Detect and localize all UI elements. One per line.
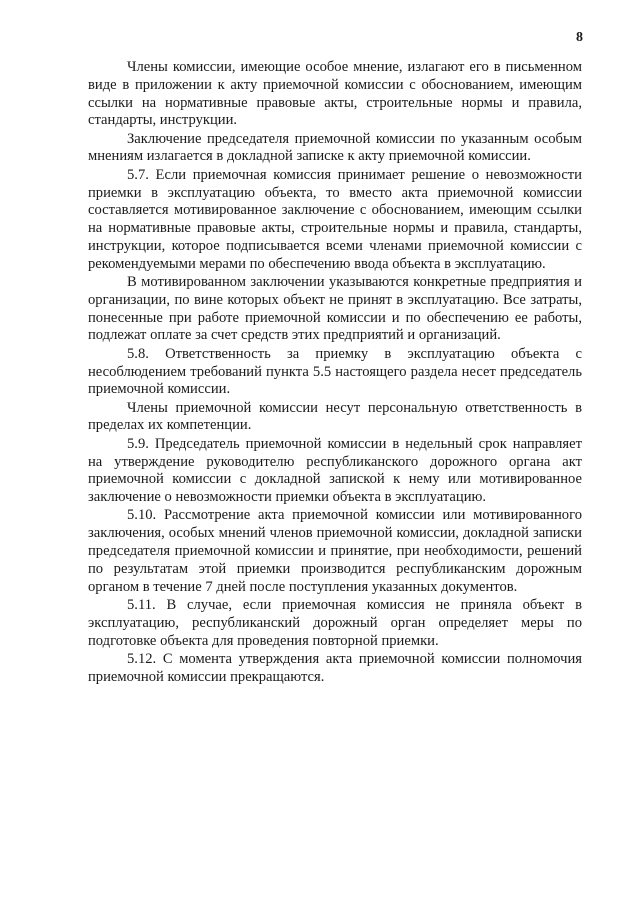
paragraph-personal-responsibility: Члены приемочной комиссии несут персональную ответственность в пределах их компетенции. bbox=[88, 399, 582, 434]
paragraph-motivated-conclusion: В мотивированном заключении указываются конкретные предприятия и организации, по вине которых объект не принят в эксплуатацию. Все затраты, понесенные при работе приемочной комиссии и по обеспечению ее работы, подлежат оплате за счет средств этих предприятий и организаций. bbox=[88, 274, 582, 344]
paragraph-dissenting-opinions: Члены комиссии, имеющие особое мнение, излагают его в письменном виде в приложении к акту приемочной комиссии с обоснованием, имеющим ссылки на нормативные правовые акты, строительные нормы и правила, стандарты, инструкции. bbox=[88, 59, 582, 129]
paragraph-5-9: 5.9. Председатель приемочной комиссии в недельный срок направляет на утверждение руководителю республиканского дорожного органа акт приемочной комиссии с докладной запиской к нему или мотивированное заключение о невозможности приемки объекта в эксплуатацию. bbox=[88, 435, 582, 506]
page-number: 8 bbox=[576, 30, 583, 45]
paragraph-5-11: 5.11. В случае, если приемочная комиссия не приняла объект в эксплуатацию, республиканский дорожный орган определяет меры по подготовке объекта для проведения повторной приемки. bbox=[88, 596, 582, 649]
paragraph-5-10: 5.10. Рассмотрение акта приемочной комиссии или мотивированного заключения, особых мнений членов приемочной комиссии, докладной записки председателя приемочной комиссии и принятие, при необходимости, решений по результатам этой приемки производится республиканским дорожным органом в течение 7 дней после поступления указанных документов. bbox=[88, 507, 582, 595]
paragraph-5-12: 5.12. С момента утверждения акта приемочной комиссии полномочия приемочной комиссии прекращаются. bbox=[88, 650, 582, 685]
document-body bbox=[88, 59, 582, 686]
paragraph-5-8: 5.8. Ответственность за приемку в эксплуатацию объекта с несоблюдением требований пункта 5.5 настоящего раздела несет председатель приемочной комиссии. bbox=[88, 345, 582, 398]
paragraph-5-7: 5.7. Если приемочная комиссия принимает решение о невозможности приемки в эксплуатацию объекта, то вместо акта приемочной комиссии составляется мотивированное заключение с обоснованием, имеющим ссылки на нормативные правовые акты, строительные нормы и правила, стандарты, инструкции, которое подписывается всеми членами приемочной комиссии с рекомендуемыми мерами по обеспечению ввода объекта в эксплуатацию. bbox=[88, 166, 582, 272]
paragraph-chairman-conclusion: Заключение председателя приемочной комиссии по указанным особым мнениям излагается в докладной записке к акту приемочной комиссии. bbox=[88, 130, 582, 165]
